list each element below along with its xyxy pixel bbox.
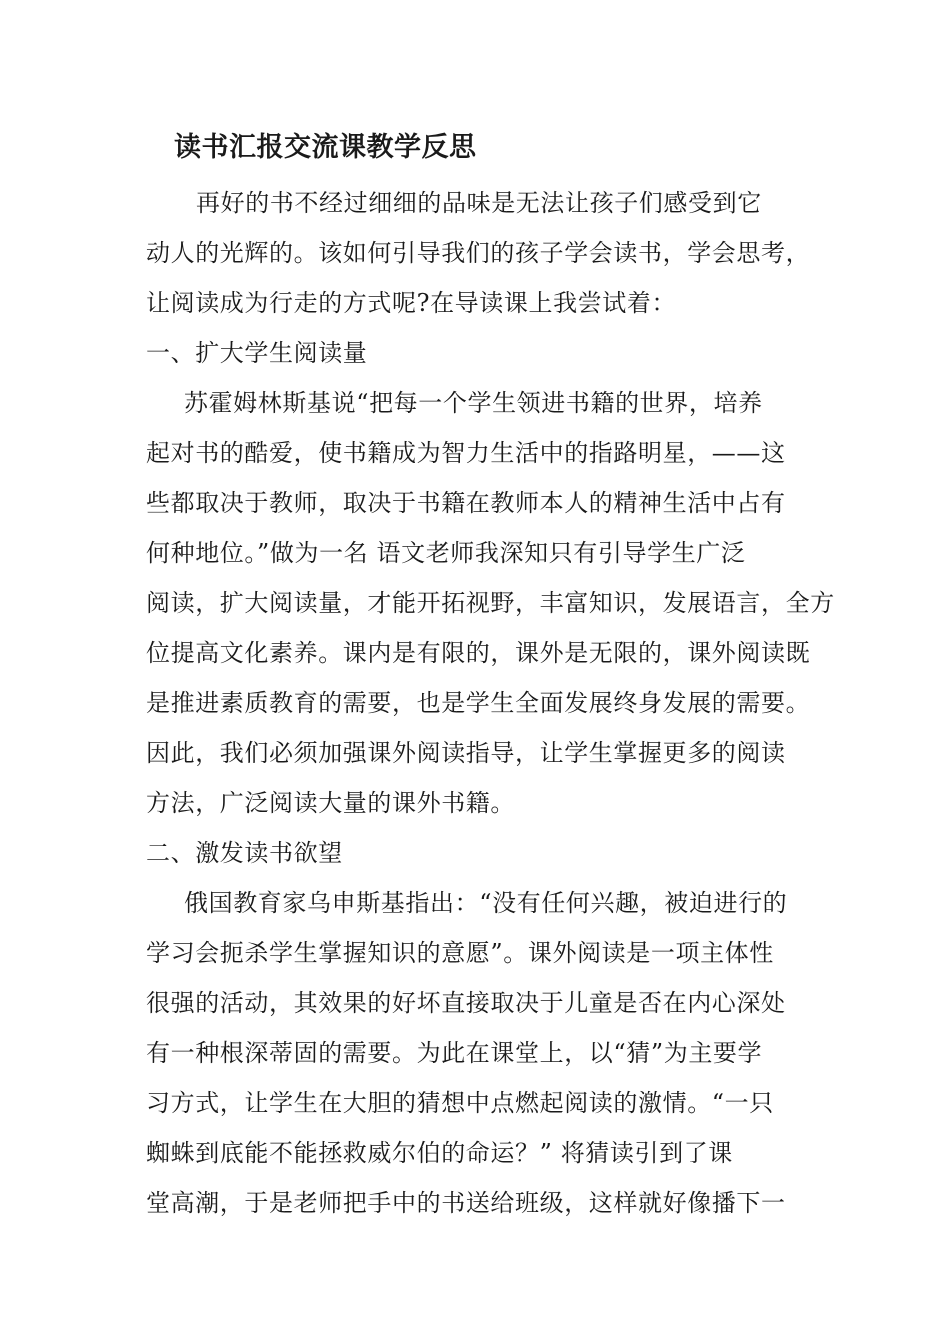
paragraph-line: 动人的光辉的。该如何引导我们的孩子学会读书，学会思考，	[146, 239, 811, 267]
paragraph-line: 苏霍姆林斯基说“把每一个学生领进书籍的世界，培养	[184, 389, 763, 417]
paragraph-line: 很强的活动，其效果的好坏直接取决于儿童是否在内心深处	[146, 989, 786, 1017]
paragraph-line: 让阅读成为行走的方式呢?在导读课上我尝试着：	[146, 289, 677, 317]
section-heading: 一、扩大学生阅读量	[146, 339, 368, 367]
paragraph-line: 因此，我们必须加强课外阅读指导，让学生掌握更多的阅读	[146, 739, 786, 767]
paragraph-line: 俄国教育家乌申斯基指出：“没有任何兴趣，被迫进行的	[184, 889, 788, 917]
paragraph-line: 是推进素质教育的需要，也是学生全面发展终身发展的需要。	[146, 689, 811, 717]
paragraph-line: 方法，广泛阅读大量的课外书籍。	[146, 789, 515, 817]
paragraph-line: 何种地位。”做为一名 语文老师我深知只有引导学生广泛	[146, 539, 746, 567]
document-title: 读书汇报交流课教学反思	[174, 132, 477, 163]
paragraph-line: 些都取决于教师，取决于书籍在教师本人的精神生活中占有	[146, 489, 786, 517]
paragraph-line: 蜘蛛到底能不能拯救威尔伯的命运？” 将猜读引到了课	[146, 1139, 733, 1167]
section-heading: 二、激发读书欲望	[146, 839, 343, 867]
paragraph-line: 堂高潮，于是老师把手中的书送给班级，这样就好像播下一	[146, 1189, 786, 1217]
paragraph-line: 位提高文化素养。课内是有限的，课外是无限的，课外阅读既	[146, 639, 811, 667]
paragraph-line: 再好的书不经过细细的品味是无法让孩子们感受到它	[196, 189, 762, 217]
paragraph-line: 学习会扼杀学生掌握知识的意愿”。课外阅读是一项主体性	[146, 939, 774, 967]
paragraph-line: 习方式，让学生在大胆的猜想中点燃起阅读的激情。“一只	[146, 1089, 774, 1117]
paragraph-line: 起对书的酷爱，使书籍成为智力生活中的指路明星，——这	[146, 439, 786, 467]
paragraph-line: 有一种根深蒂固的需要。为此在课堂上，以“猜”为主要学	[146, 1039, 763, 1067]
document-body	[146, 178, 835, 1228]
paragraph-line: 阅读，扩大阅读量，才能开拓视野，丰富知识，发展语言，全方	[146, 589, 835, 617]
